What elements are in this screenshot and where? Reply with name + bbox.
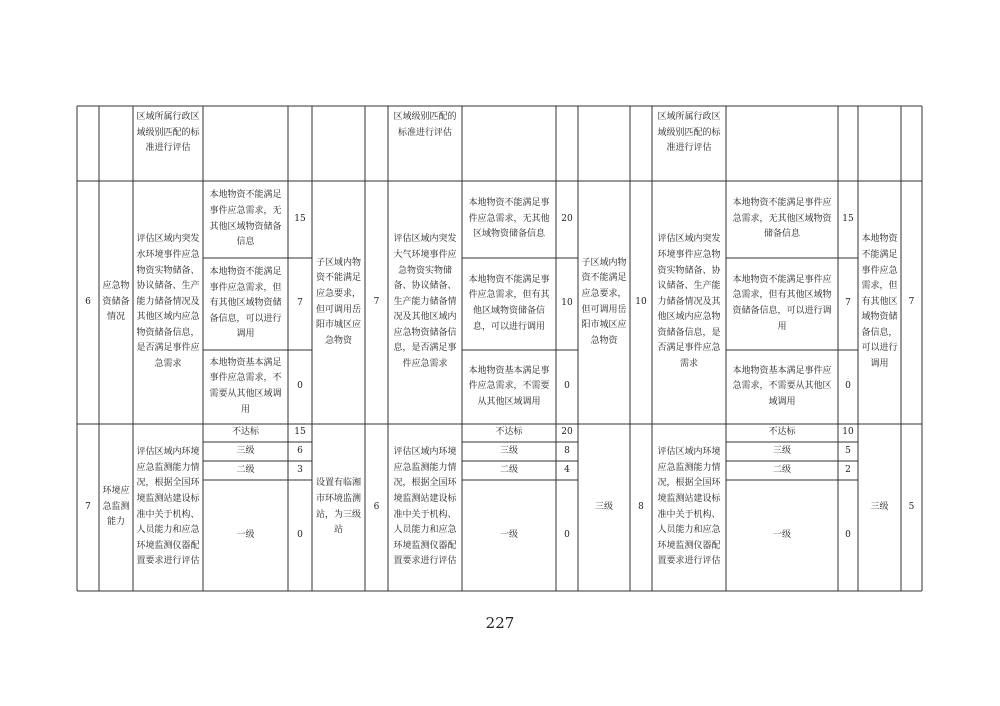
row7-m2-score-4: 0 [564, 529, 570, 540]
row7-m1-score-3: 3 [297, 464, 303, 475]
row7-m3-score-2: 5 [845, 445, 851, 456]
row6-m1-score-2: 7 [297, 298, 303, 309]
row6-m3-criterion-3: 本地物资基本满足事件应急需求，不需要从其他区域调用 [732, 365, 832, 407]
row6-m3-score-1: 15 [842, 213, 854, 224]
row6-m2-criterion-2: 本地物资不能满足事件应急需求，但有其他区域物资储备信息，可以进行调用 [468, 274, 550, 332]
row6-m3-criterion-1: 本地物资不能满足事件应急需求，无其他区域物资储备信息 [732, 198, 832, 240]
row6-m2-score-1: 20 [561, 213, 573, 224]
row6-m1-result: 子区域内物资不能满足应急要求，但可调用岳阳市城区应急物资 [315, 257, 361, 346]
row7-item: 环境应急监测能力 [102, 486, 130, 528]
row6-m1-criterion-1: 本地物资不能满足事件应急需求，无其他区域物资储备信息 [209, 190, 282, 248]
row6-number: 6 [85, 296, 91, 307]
row7-m1-criterion-3: 二级 [236, 464, 255, 475]
page-number: 227 [485, 614, 515, 632]
row7-m1-criterion-4: 一级 [236, 529, 255, 540]
row7-m2-score-2: 8 [564, 445, 570, 456]
row7-m1-result: 设置有临湘市环境监测站，为三级站 [315, 478, 361, 536]
row7-m3-criterion-4: 一级 [772, 529, 791, 540]
row7-m3-criterion-1: 不达标 [768, 427, 796, 438]
row7-m3-score-4: 0 [845, 529, 851, 540]
cont-cell-content-2: 区域级别匹配的标准进行评估 [393, 112, 457, 138]
row6-m2-criterion-1: 本地物资不能满足事件应急需求，无其他区域物资储备信息 [468, 198, 550, 240]
cont-cell-content-3: 区域所属行政区域级别匹配的标准进行评估 [657, 112, 721, 154]
row7-m3-score-3: 2 [845, 464, 851, 475]
row6-m2-result: 子区域内物资不能满足应急要求，但可调用岳阳市城区应急物资 [581, 257, 627, 346]
row7-m3-criterion-2: 三级 [772, 445, 791, 456]
row6-m1-score-1: 15 [294, 213, 306, 224]
row7-m2-result: 三级 [594, 501, 613, 512]
row6-m3-criterion-2: 本地物资不能满足事件应急需求，但有其他区域物资储备信息，可以进行调用 [732, 274, 832, 332]
row7-m2-criterion-3: 二级 [499, 464, 518, 475]
row6-m1-final-score: 7 [373, 296, 380, 307]
row6-m3-result: 本地物资不能满足事件应急需求，但有其他区域物资储备信息，可以进行调用 [861, 234, 898, 370]
row7-m1-content: 评估区域内环境应急监测能力情况，根据全国环境监测站建设标准中关于机构、人员能力和应急环境监测仪器配置要求进行评估 [136, 447, 200, 567]
row6-m1-criterion-2: 本地物资不能满足事件应急需求，但有其他区域物资储备信息，可以进行调用 [209, 267, 282, 340]
row7-m3-content: 评估区域内环境应急监测能力情况，根据全国环境监测站建设标准中关于机构、人员能力和应急环境监测仪器配置要求进行评估 [657, 447, 721, 567]
row7-m2-score-1: 20 [561, 427, 573, 438]
row6-m3-final-score: 7 [908, 296, 915, 307]
row6-m2-content: 评估区域内突发大气环境事件应急物资实物储备、协议储备、生产能力储备情况及其他区域内应急物资储备信息，是否满足事件应急需求 [393, 234, 457, 370]
row7-m2-final-score: 8 [638, 501, 644, 512]
row6-m3-content: 评估区域内突发环境事件应急物资实物储备、协议储备、生产能力储备情况及其他区域内应急物资储备信息，是否满足事件应急需求 [657, 234, 721, 370]
row7-m3-score-1: 10 [842, 427, 854, 438]
row7-m2-criterion-2: 三级 [499, 445, 518, 456]
row7-m3-result: 三级 [870, 501, 889, 512]
row6-m3-score-3: 0 [845, 381, 851, 392]
row7-m3-criterion-3: 二级 [772, 464, 791, 475]
row6-m2-score-3: 0 [564, 381, 570, 392]
row7-m1-score-4: 0 [297, 529, 303, 540]
row6-m1-criterion-3: 本地物资基本满足事件应急需求，不需要从其他区域调用 [209, 357, 282, 415]
row6-m3-score-2: 7 [845, 298, 851, 309]
row6-m2-final-score: 10 [635, 296, 647, 307]
row7-m1-score-1: 15 [294, 427, 306, 438]
row7-m2-content: 评估区域内环境应急监测能力情况，根据全国环境监测站建设标准中关于机构、人员能力和应急环境监测仪器配置要求进行评估 [393, 447, 457, 567]
row7-number: 7 [85, 501, 91, 512]
row7-m1-criterion-2: 三级 [236, 445, 255, 456]
cont-cell-content-1: 区域所属行政区域级别匹配的标准进行评估 [136, 112, 200, 154]
row7-m2-criterion-1: 不达标 [495, 427, 523, 438]
row6-m2-score-2: 10 [561, 298, 573, 309]
row7-m3-final-score: 5 [908, 501, 915, 512]
row6-item: 应急物资储备情况 [102, 281, 130, 323]
row6-m2-criterion-3: 本地物资基本满足事件应急需求，不需要从其他区域调用 [468, 365, 550, 407]
row6-m1-score-3: 0 [297, 381, 303, 392]
row7-m1-score-2: 6 [297, 445, 303, 456]
row7-m1-criterion-1: 不达标 [231, 427, 259, 438]
row7-m2-criterion-4: 一级 [499, 529, 518, 540]
row6-m1-content: 评估区域内突发水环境事件应急物资实物储备、协议储备、生产能力储备情况及其他区域内应急物资储备信息，是否满足事件应急需求 [136, 234, 200, 370]
row7-m2-score-3: 4 [564, 464, 570, 475]
row7-m1-final-score: 6 [373, 501, 380, 512]
